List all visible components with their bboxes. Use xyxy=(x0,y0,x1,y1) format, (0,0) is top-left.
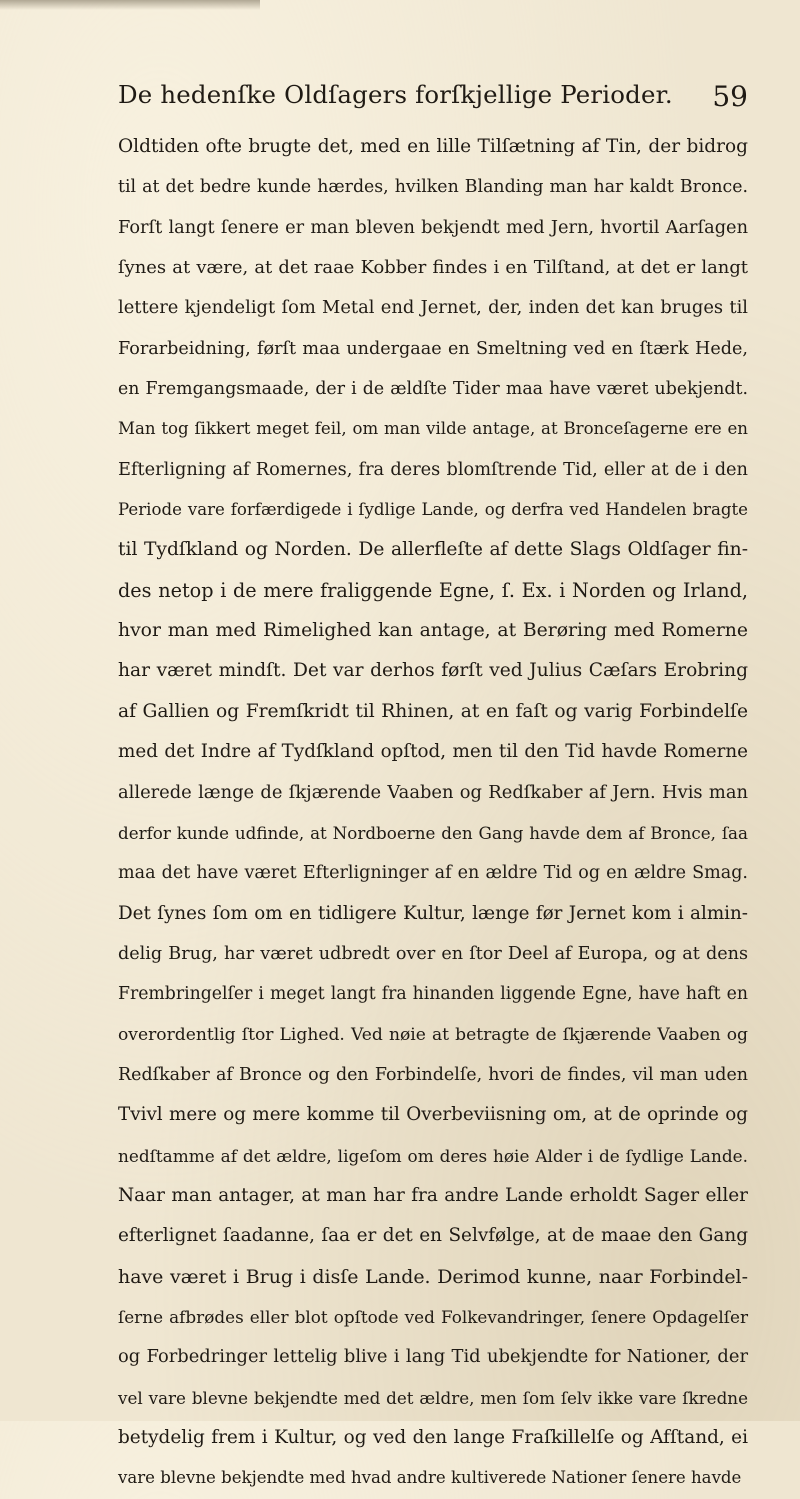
page-edge-shadow xyxy=(0,0,260,10)
page-number: 59 xyxy=(712,80,748,113)
text-line: Naar man antager, at man har fra andre Lande erholdt Sager eller xyxy=(118,1184,748,1206)
text-line: maa det have været Efterligninger af en ældre Tid og en ældre Smag. xyxy=(118,863,748,884)
text-line: Redſkaber af Bronce og den Forbindelſe, hvori de findes, vil man uden xyxy=(118,1064,748,1085)
text-line: lettere kjendeligt ſom Metal end Jernet, der, inden det kan bruges til xyxy=(118,297,748,319)
text-line: Forſt langt ſenere er man bleven bekjendt med Jern, hvortil Aarſagen xyxy=(118,217,748,238)
body-text xyxy=(118,127,748,1499)
text-line: ſerne afbrødes eller blot opſtode ved Folkevandringer, ſenere Opdagelſer xyxy=(118,1306,748,1327)
text-line: Forarbeidning, førſt maa undergaae en Smeltning ved en ſtærk Hede, xyxy=(118,338,748,359)
text-line: vare blevne bekjendte med hvad andre kultiverede Nationer ſenere havde xyxy=(118,1468,742,1488)
text-line: Tvivl mere og mere komme til Overbeviisning om, at de oprinde og xyxy=(118,1104,748,1126)
text-line: vel vare blevne bekjendte med det ældre, men ſom ſelv ikke vare ſkredne xyxy=(118,1387,748,1408)
text-line: betydelig frem i Kultur, og ved den lange Fraſkillelſe og Afſtand, ei xyxy=(118,1427,748,1448)
text-line: til Tydſkland og Norden. De allerfleſte af dette Slags Oldſager fin- xyxy=(118,539,748,561)
text-line: en Fremgangsmaade, der i de ældſte Tider maa have været ubekjendt. xyxy=(118,379,748,400)
text-line: efterlignet ſaadanne, ſaa er det en Selvfølge, at de maae den Gang xyxy=(118,1225,748,1247)
text-line: delig Brug, har været udbredt over en ſtor Deel af Europa, og at dens xyxy=(118,943,748,964)
text-line: til at det bedre kunde hærdes, hvilken Blanding man har kaldt Bronce. xyxy=(118,177,748,198)
text-line: des netop i de mere fraliggende Egne, ſ. Ex. i Norden og Irland, xyxy=(118,578,748,602)
text-line: af Gallien og Fremſkridt til Rhinen, at en faſt og varig Forbindelſe xyxy=(118,700,748,722)
text-line: ſynes at være, at det raae Kobber findes i en Tilſtand, at det er langt xyxy=(118,257,748,279)
running-head: De hedenſke Oldſagers forſkjellige Perioder. xyxy=(118,80,673,109)
text-line: har været mindſt. Det var derhos førſt ved Julius Cæſars Erobring xyxy=(118,660,748,682)
text-line: Det ſynes ſom om en tidligere Kultur, længe før Jernet kom i almin- xyxy=(118,902,748,924)
text-line: Oldtiden ofte brugte det, med en lille Tilſætning af Tin, der bidrog xyxy=(118,136,748,157)
text-line: Man tog ſikkert meget feil, om man vilde antage, at Bronceſagerne ere en xyxy=(118,419,748,439)
text-line: Efterligning af Romernes, fra deres blomſtrende Tid, eller at de i den xyxy=(118,459,748,480)
text-line: hvor man med Rimelighed kan antage, at Berøring med Romerne xyxy=(118,620,748,642)
page-header xyxy=(118,80,748,120)
text-line: allerede længe de ſkjærende Vaaben og Redſkaber af Jern. Hvis man xyxy=(118,781,748,803)
text-line: derfor kunde udfinde, at Nordboerne den Gang havde dem af Bronce, ſaa xyxy=(118,822,748,843)
text-line: Periode vare forfærdigede i ſydlige Lande, og derfra ved Handelen bragte xyxy=(118,500,748,520)
text-line: Frembringelſer i meget langt fra hinanden liggende Egne, have haft en xyxy=(118,984,748,1005)
text-line: og Forbedringer lettelig blive i lang Tid ubekjendte for Nationer, der xyxy=(118,1346,748,1368)
text-line: med det Indre af Tydſkland opſtod, men til den Tid havde Romerne xyxy=(118,741,748,763)
text-line: nedſtamme af det ældre, ligeſom om deres høie Alder i de ſydlige Lande. xyxy=(118,1145,748,1166)
text-line: overordentlig ſtor Lighed. Ved nøie at betragte de ſkjærende Vaaben og xyxy=(118,1024,748,1045)
text-line: have været i Brug i disſe Lande. Derimod kunne, naar Forbindel- xyxy=(118,1265,748,1288)
